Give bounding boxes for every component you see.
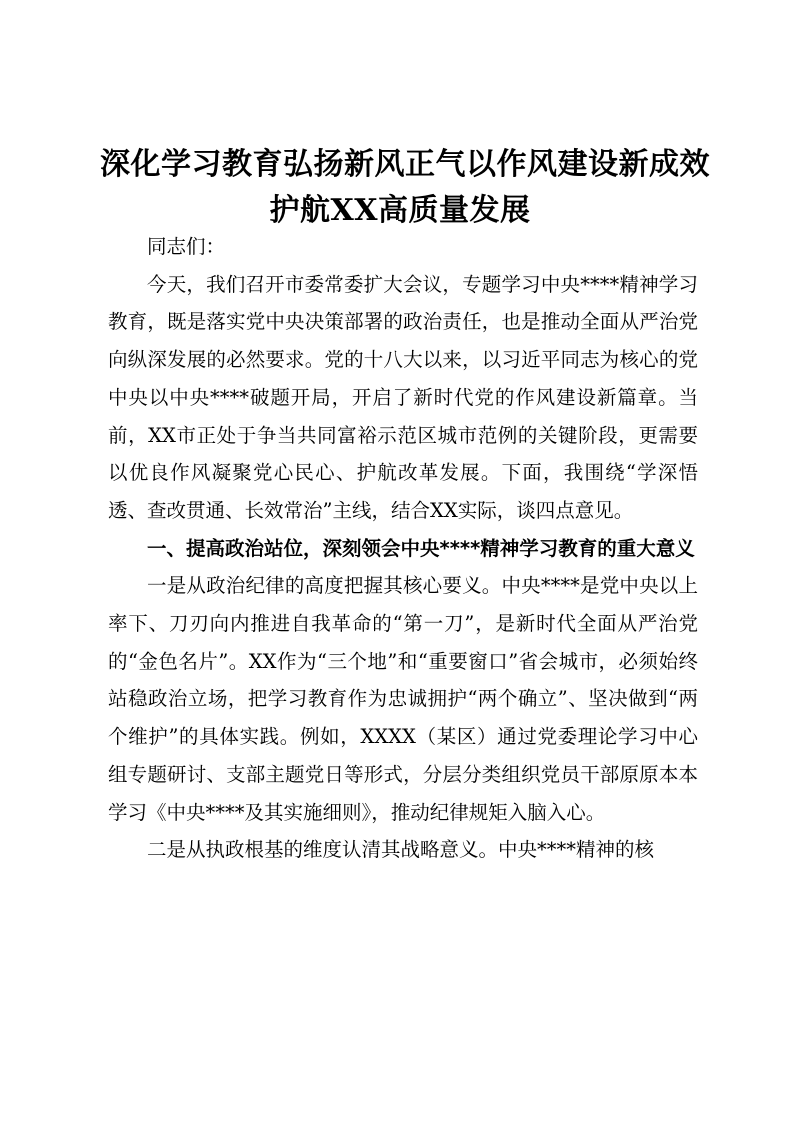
section-1-paragraph-2: 二是从执政根基的维度认清其战略意义。中央****精神的核 [147,838,655,862]
intro-paragraph: 今天，我们召开市委常委扩大会议，专题学习中央****精神学习教育，既是落实党中央决策部署的政治责任，也是推动全面从严治党向纵深发展的必然要求。党的十八大以来，以习近平同志为核心的党中央以中央****破题开局，开启了新时代党的作风建设新篇章。当前，XX市正处于争当共同富裕示范区城市范例的关键阶段，更需要以优良作风凝聚党心民心、护航改革发展。下面，我围绕“学深悟透、查改贯通、长效常治”主线，结合XX实际，谈四点意见。 [108,272,698,522]
section-1-paragraph-1: 一是从政治纪律的高度把握其核心要义。中央****是党中央以上率下、刀刃向内推进自我革命的“第一刀”，是新时代全面从严治党的“金色名片”。XX作为“三个地”和“重要窗口”省会城市，必须始终站稳政治立场，把学习教育作为忠诚拥护“两个确立”、坚决做到“两个维护”的具体实践。例如，XXXX（某区）通过党委理论学习中心组专题研讨、支部主题党日等形式，分层分类组织党员干部原原本本学习《中央****及其实施细则》，推动纪律规矩入脑入心。 [108,574,698,824]
title-line-2: 护航XX高质量发展 [269,193,531,228]
document-title [100,142,710,234]
title-line-1: 深化学习教育弘扬新风正气以作风建设新成效 [100,147,710,182]
section-heading-1: 一、提高政治站位，深刻领会中央****精神学习教育的重大意义 [147,536,695,560]
document-body [108,228,698,869]
salutation: 同志们： [147,235,226,258]
